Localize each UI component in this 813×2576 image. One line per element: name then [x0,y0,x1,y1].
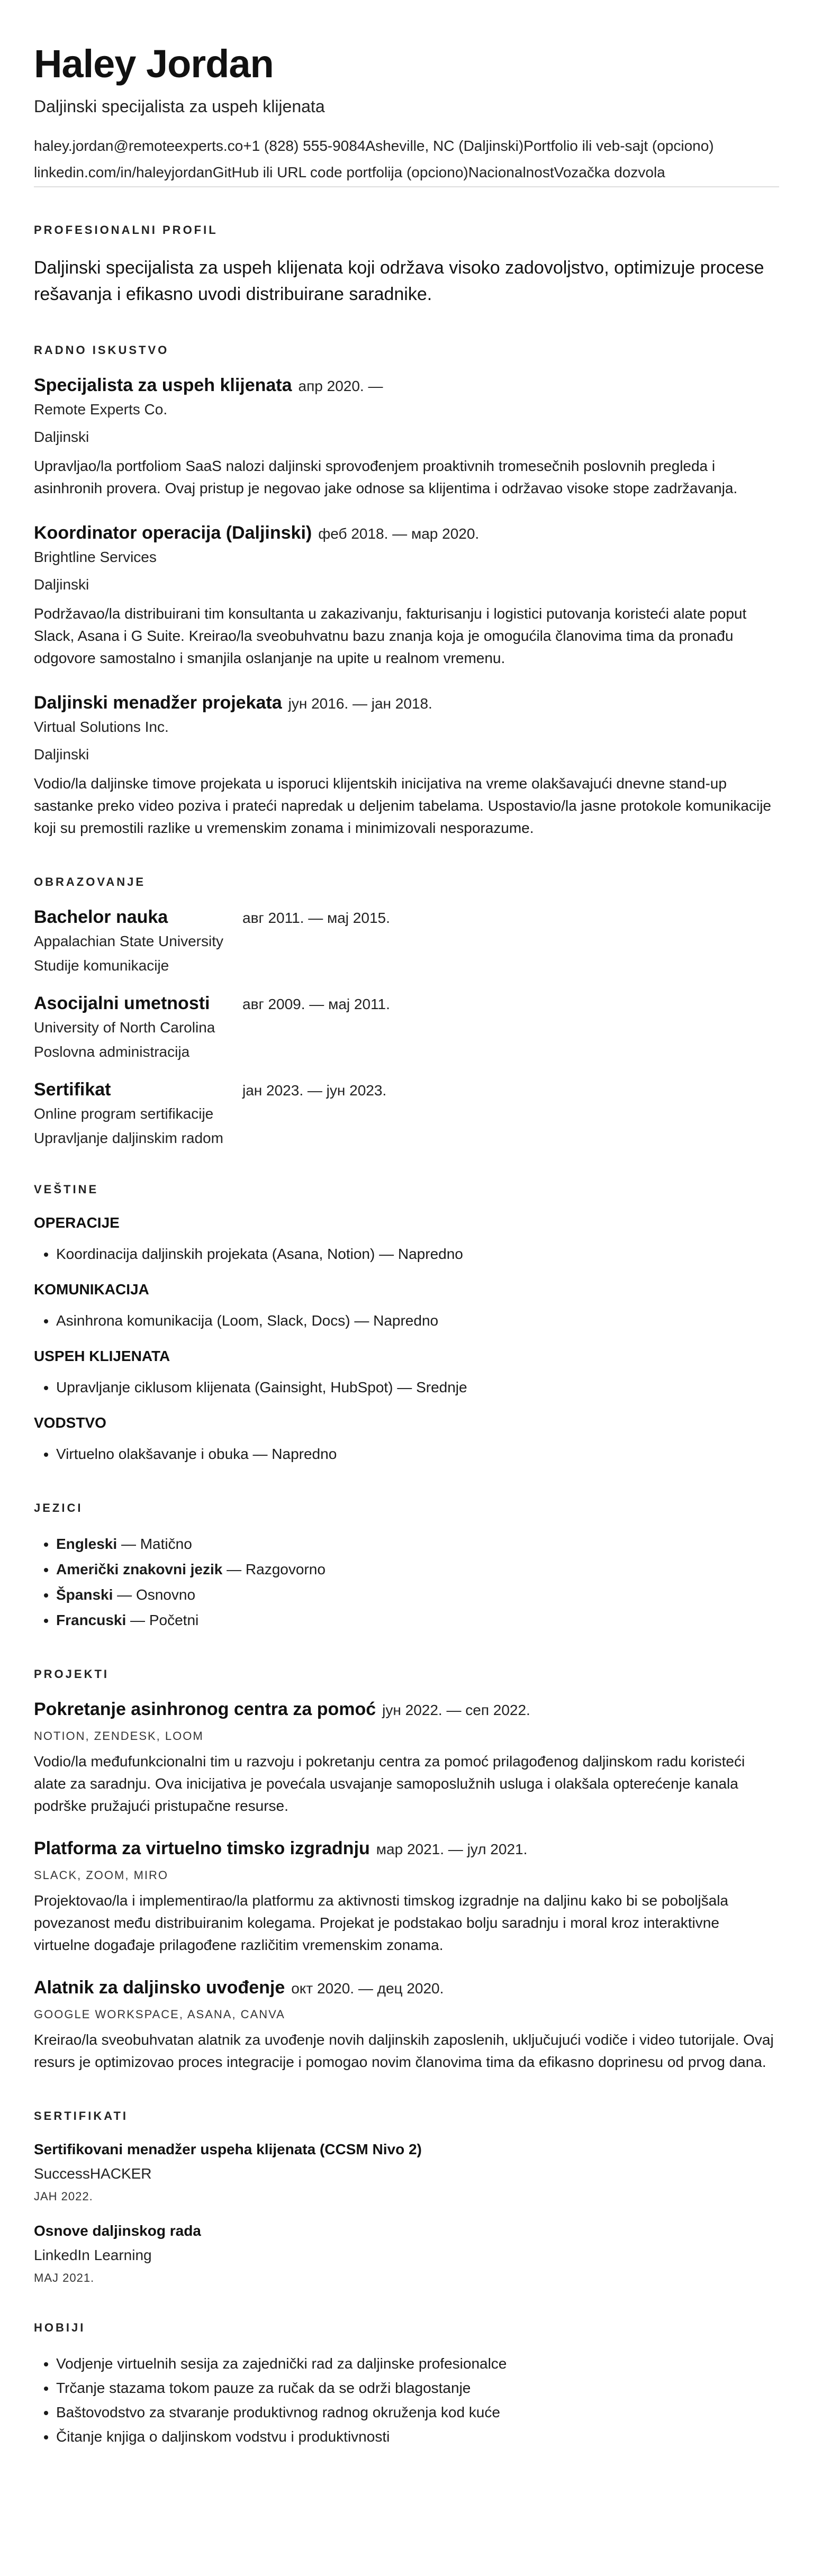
education-dates: јан 2023. — јун 2023. [242,1082,387,1099]
education-degree: Sertifikat [34,1079,111,1100]
hobby-item: • Čitanje knjiga o daljinskom vodstvu i produktivnosti [56,2426,779,2448]
hobby-item: • Trčanje stazama tokom pauze za ručak da se održi blagostanje [56,2377,779,2399]
skill-item: • Asinhrona komunikacija (Loom, Slack, Docs) — Napredno [56,1310,779,1332]
education-dates: авг 2011. — мај 2015. [242,909,390,926]
education-degree: Bachelor nauka [34,906,168,927]
hobby-list [34,2353,779,2448]
skill-category: VODSTVO [34,1414,106,1431]
job-title: Daljinski menadžer projekata [34,692,282,713]
education-entry [34,1080,779,1147]
job-title: Specijalista za uspeh klijenata [34,375,292,395]
skills-section [34,1183,779,1465]
education-dates: авг 2009. — мај 2011. [242,995,390,1012]
project-tags: NOTION, ZENDESK, LOOM [34,1729,204,1743]
certification-date: JAH 2022. [34,2189,93,2203]
language-name: Španski [56,1586,113,1603]
job-company: Virtual Solutions Inc. [34,718,169,735]
projects-section [34,1667,779,2073]
job-dates: феб 2018. — мар 2020. [318,525,480,542]
language-level: — Početni [126,1611,199,1628]
skill-list [34,1376,779,1399]
language-item [56,1584,779,1606]
education-field: Poslovna administracija [34,1043,190,1060]
experience-section-title: RADNO ISKUSTVO [34,343,169,357]
contact-location: Asheville, NC (Daljinski) [365,138,524,155]
certification-name: Sertifikovani menadžer uspeha klijenata (CCSM Nivo 2) [34,2140,422,2157]
contact-github[interactable]: GitHub ili URL code portfolija (opciono) [212,164,468,181]
project-tags: SLACK, ZOOM, MIRO [34,1868,169,1882]
language-list [34,1533,779,1631]
job-company: Remote Experts Co. [34,401,168,418]
skill-category: OPERACIJE [34,1214,120,1231]
project-description: Kreirao/la sveobuhvatan alatnik za uvođenje novih daljinskih zaposlenih, uključujući vodiče i video tutorijale. Ovaj resurs je optimizovao proces integracije i pomogao novim članovima tima da efikasno doprinesu od prvog dana. [34,2031,774,2070]
job-company: Brightline Services [34,548,157,565]
skill-item: • Upravljanje ciklusom klijenata (Gainsight, HubSpot) — Srednje [56,1376,779,1399]
profile-summary: Daljinski specijalista za uspeh klijenata koji održava visoko zadovoljstvo, optimizuje procese rešavanja i efikasno uvodi distribuirane saradnike. [34,258,764,304]
certification-date: MAJ 2021. [34,2271,95,2284]
language-item [56,1558,779,1581]
education-school: Online program sertifikacije [34,1105,214,1122]
certification-issuer: SuccessHACKER [34,2165,152,2182]
language-level: — Matično [117,1535,192,1552]
language-level: — Osnovno [113,1586,196,1603]
certifications-section-title: SERTIFIKATI [34,2109,129,2123]
hobby-item: • Baštovodstvo za stvaranje produktivnog radnog okruženja kod kuće [56,2401,779,2424]
contact-linkedin[interactable]: linkedin.com/in/haleyjordan [34,164,213,181]
language-item [56,1609,779,1631]
experience-entry [34,693,779,839]
certifications-section [34,2109,779,2285]
project-tags: GOOGLE WORKSPACE, ASANA, CANVA [34,2007,285,2021]
skill-list [34,1243,779,1265]
certification-entry [34,2141,779,2203]
education-section-title: OBRAZOVANJE [34,875,146,888]
project-entry [34,1699,779,1817]
education-section [34,875,779,1147]
languages-section [34,1501,779,1631]
education-school: University of North Carolina [34,1019,215,1036]
contact-email[interactable]: haley.jordan@remoteexperts.co [34,138,243,155]
language-name: Engleski [56,1535,118,1552]
job-location: Daljinski [34,428,89,445]
education-entry [34,907,779,974]
contact-phone[interactable]: +1 (828) 555-9084 [243,138,366,155]
contact-line-2 [34,164,779,187]
project-dates: мар 2021. — јул 2021. [376,1840,528,1857]
skill-item: • Virtuelno olakšavanje i obuka — Napredno [56,1443,779,1465]
contact-nationality: Nacionalnost [468,164,554,181]
job-dates: апр 2020. — [298,377,383,394]
hobbies-section-title: HOBIJI [34,2320,86,2334]
candidate-name: Haley Jordan [34,42,274,86]
project-entry [34,1978,779,2073]
job-description: Podržavao/la distribuirani tim konsultanta u zakazivanju, fakturisanju i logistici putovanja koristeći alate poput Slack, Asana i G Suite. Kreirao/la sveobuhvatnu bazu znanja koja je omogućila članovima tima da pronađu odgovore samostalno i smanjila oslanjanje na upite u realnom vremenu. [34,605,747,666]
project-entry [34,1838,779,1956]
certification-issuer: LinkedIn Learning [34,2246,152,2263]
job-title: Koordinator operacija (Daljinski) [34,522,312,543]
candidate-headline: Daljinski specijalista za uspeh klijenata [34,97,325,116]
project-name: Alatnik za daljinsko uvođenje [34,1977,285,1998]
language-name: Američki znakovni jezik [56,1561,223,1577]
projects-section-title: PROJEKTI [34,1667,110,1681]
education-school: Appalachian State University [34,932,223,949]
education-field: Upravljanje daljinskim radom [34,1129,223,1146]
languages-section-title: JEZICI [34,1501,83,1514]
hobby-item: • Vodjenje virtuelnih sesija za zajednički rad za daljinske profesionalce [56,2353,779,2375]
job-location: Daljinski [34,576,89,593]
experience-entry [34,375,779,500]
profile-section-title: PROFESIONALNI PROFIL [34,223,218,237]
contact-drivers-license: Vozačka dozvola [554,164,665,181]
skill-item: • Koordinacija daljinskih projekata (Asana, Notion) — Napredno [56,1243,779,1265]
education-entry [34,993,779,1060]
job-dates: јун 2016. — јан 2018. [288,695,432,712]
education-degree: Asocijalni umetnosti [34,993,210,1013]
language-level: — Razgovorno [222,1561,326,1577]
job-description: Vodio/la daljinske timove projekata u isporuci klijentskih inicijativa na vreme olakšavajući dnevne stand-up sastanke preko video poziva i prateći napredak u deljenim tabelama. Uspostavio/la jasne protokole komunikacije koji su premostili razlike u vremenskim zonama i minimizovali nesporazume. [34,775,771,836]
project-name: Pokretanje asinhronog centra za pomoć [34,1699,376,1719]
skill-category: KOMUNIKACIJA [34,1281,149,1298]
project-name: Platforma za virtuelno timsko izgradnju [34,1838,370,1858]
job-description: Upravljao/la portfoliom SaaS nalozi daljinski sprovođenjem proaktivnih tromesečnih poslovnih pregleda i asinhronih provera. Ovaj pristup je negovao jake odnose sa klijentima i održavao visoke stope zadržavanja. [34,457,738,496]
resume-header [34,42,779,187]
hobbies-section [34,2321,779,2448]
language-item [56,1533,779,1555]
language-name: Francuski [56,1611,127,1628]
skills-section-title: VEŠTINE [34,1182,99,1196]
contact-portfolio[interactable]: Portfolio ili veb-sajt (opciono) [523,138,714,155]
job-location: Daljinski [34,746,89,763]
skill-category: USPEH KLIJENATA [34,1347,170,1364]
project-dates: јун 2022. — сеп 2022. [382,1701,530,1718]
experience-section [34,343,779,839]
project-description: Vodio/la međufunkcionalni tim u razvoju i pokretanju centra za pomoć prilagođenog daljinskom radu koristeći alate za saradnju. Ova inicijativa je povećala usvajanje samoposlužnih usluga i olakšala opterećenje kanala podrške pružajući pristupačne resurse. [34,1753,745,1814]
profile-section [34,223,779,307]
experience-entry [34,523,779,669]
contact-line-1 [34,138,779,155]
project-dates: окт 2020. — дец 2020. [291,1980,444,1997]
education-field: Studije komunikacije [34,957,169,974]
skill-list [34,1443,779,1465]
certification-name: Osnove daljinskog rada [34,2222,201,2239]
project-description: Projektovao/la i implementirao/la platformu za aktivnosti timskog izgradnje na daljinu kako bi se poboljšala povezanost među distribuiranim kolegama. Projekat je podstakao bolju saradnju i moral kroz interaktivne virtuelne događaje prilagođene različitim vremenskim zonama. [34,1892,729,1953]
certification-entry [34,2223,779,2285]
skill-list [34,1310,779,1332]
